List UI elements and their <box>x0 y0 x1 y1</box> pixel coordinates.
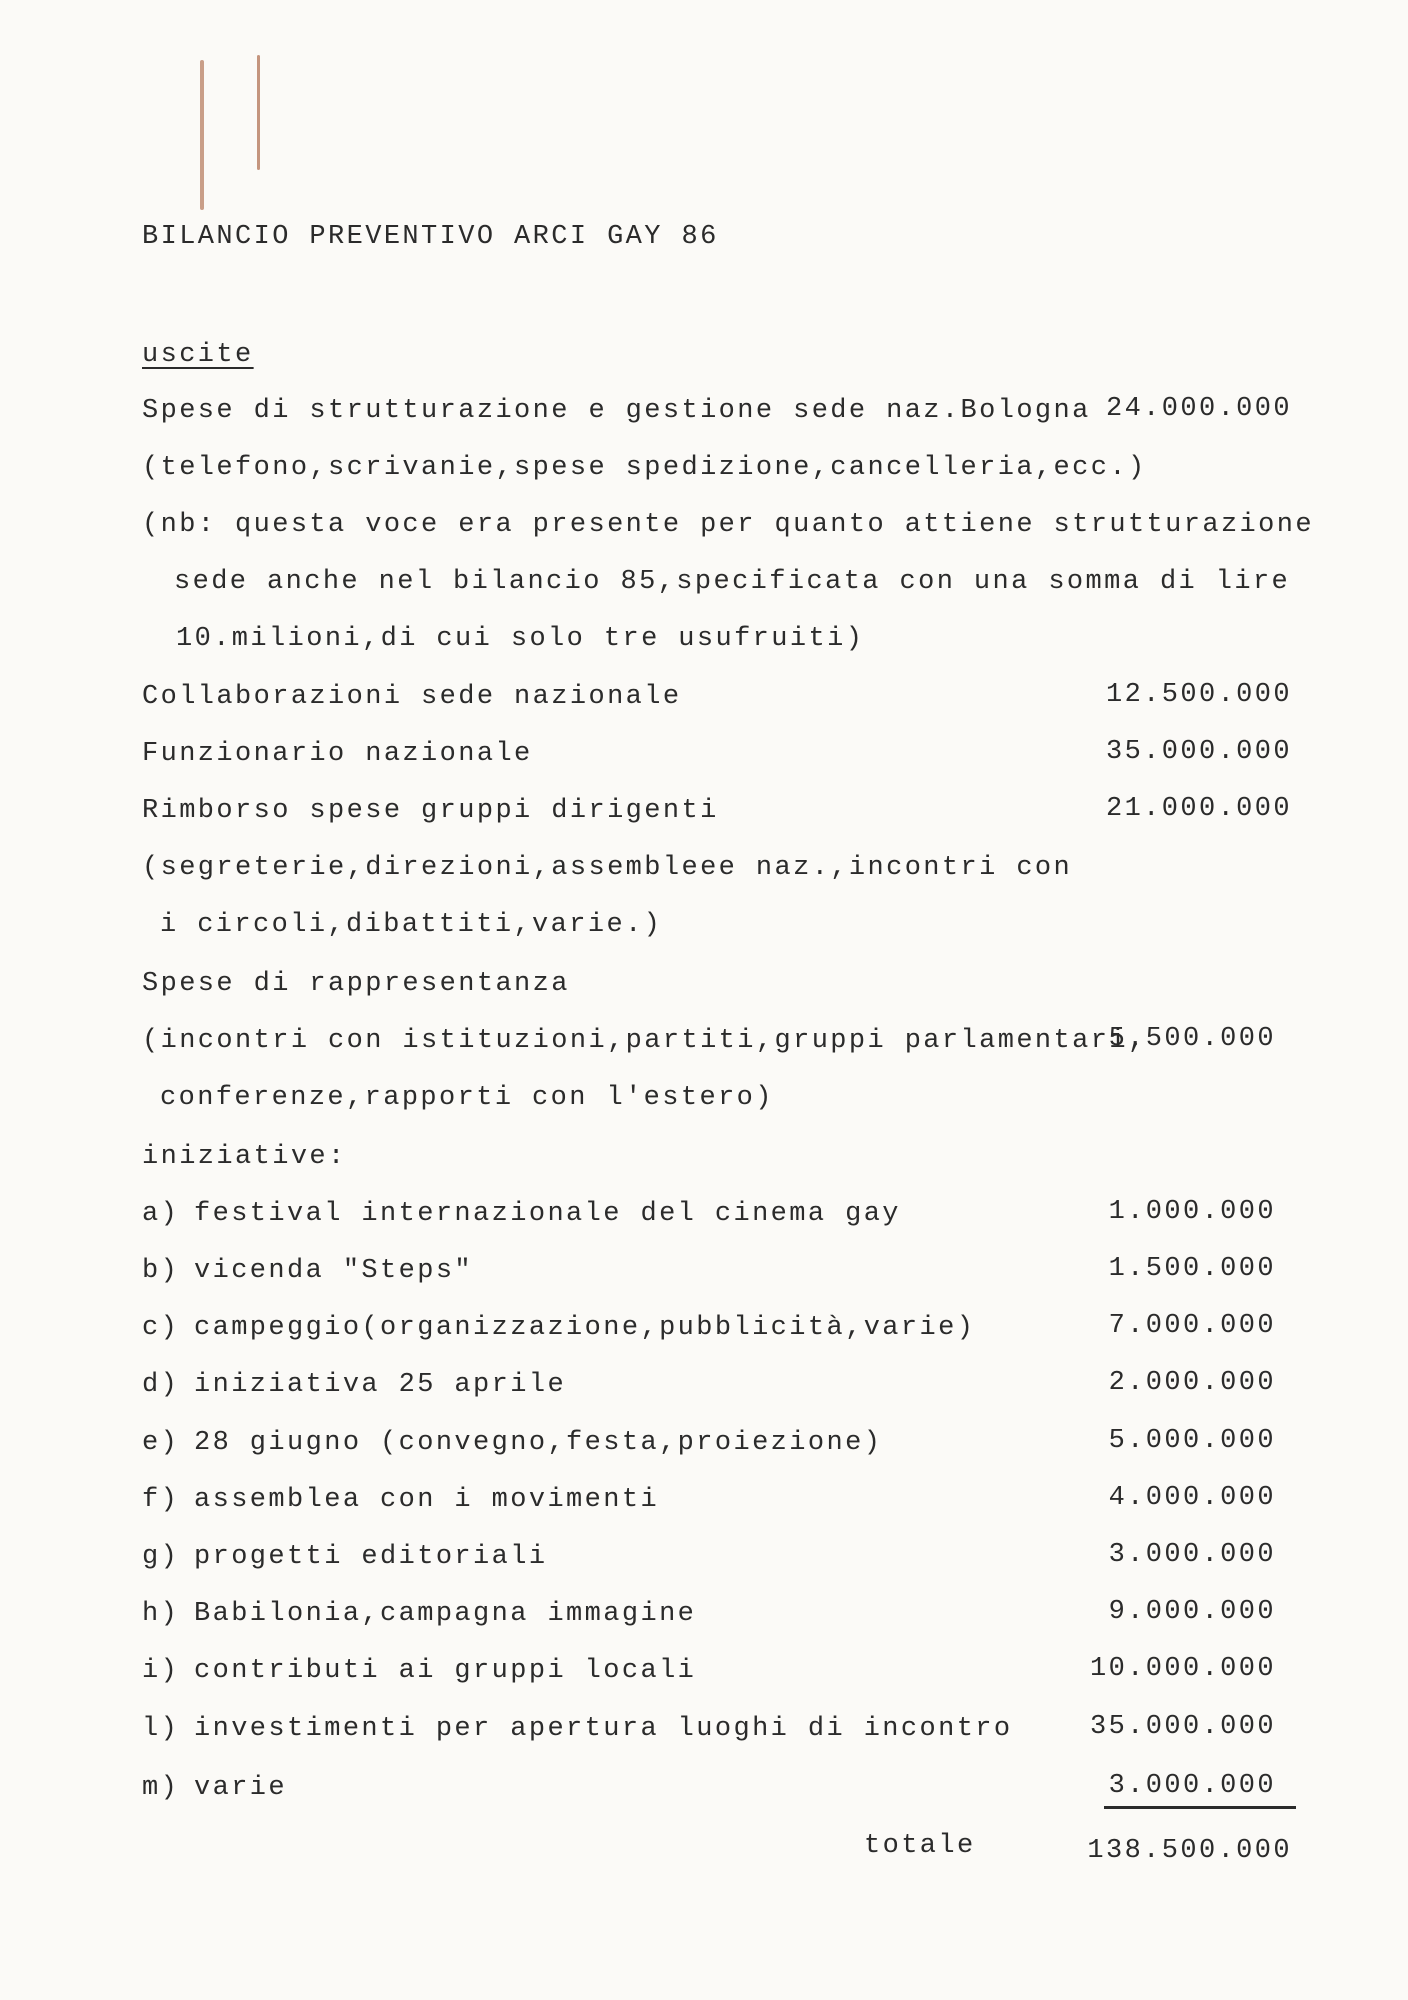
initiative-amount: 2.000.000 <box>1108 1368 1276 1398</box>
line-text: i circoli,dibattiti,varie.) <box>160 910 663 940</box>
initiative-amount: 4.000.000 <box>1108 1483 1276 1513</box>
initiative-text: progetti editoriali <box>194 1542 548 1572</box>
initiative-amount: 3.000.000 <box>1108 1771 1276 1801</box>
line-text: 10.milioni,di cui solo tre usufruiti) <box>176 624 865 654</box>
line-text: Spese di rappresentanza <box>142 969 570 999</box>
line-text: Funzionario nazionale <box>142 739 533 769</box>
initiative-label: m) <box>142 1773 180 1803</box>
line-amount: 5.500.000 <box>1108 1024 1276 1054</box>
initiative-text: vicenda "Steps" <box>194 1256 474 1286</box>
total-label: totale <box>864 1831 976 1861</box>
initiative-label: e) <box>142 1428 180 1458</box>
initiative-amount: 9.000.000 <box>1108 1597 1276 1627</box>
line-amount: 21.000.000 <box>1105 794 1292 824</box>
line-amount: 24.000.000 <box>1105 394 1292 424</box>
line-text: (nb: questa voce era presente per quanto attiene strutturazione <box>142 510 1314 540</box>
document-title: BILANCIO PREVENTIVO ARCI GAY 86 <box>142 222 719 252</box>
total-amount: 138.500.000 <box>1087 1836 1292 1866</box>
total-rule <box>1104 1806 1296 1809</box>
initiative-label: i) <box>142 1656 180 1686</box>
initiative-text: 28 giugno (convegno,festa,proiezione) <box>194 1428 883 1458</box>
initiative-label: g) <box>142 1542 180 1572</box>
line-text: (segreterie,direzioni,assembleee naz.,incontri con <box>142 853 1073 883</box>
initiative-text: contributi ai gruppi locali <box>194 1656 697 1686</box>
initiative-amount: 3.000.000 <box>1108 1540 1276 1570</box>
initiative-label: l) <box>142 1714 180 1744</box>
rust-stain <box>200 60 204 210</box>
line-text: Spese di strutturazione e gestione sede naz.Bologna <box>142 396 1091 426</box>
initiative-text: campeggio(organizzazione,pubblicità,varie) <box>194 1313 976 1343</box>
line-text: iniziative: <box>142 1142 347 1172</box>
line-text: (incontri con istituzioni,partiti,gruppi parlamentari, <box>142 1026 1147 1056</box>
line-text: Rimborso spese gruppi dirigenti <box>142 796 719 826</box>
line-text: conferenze,rapporti con l'estero) <box>160 1083 774 1113</box>
initiative-amount: 35.000.000 <box>1089 1712 1276 1742</box>
initiative-label: c) <box>142 1313 180 1343</box>
initiative-text: festival internazionale del cinema gay <box>194 1199 901 1229</box>
line-text: sede anche nel bilancio 85,specificata con una somma di lire <box>174 567 1291 597</box>
rust-stain <box>257 55 260 170</box>
initiative-amount: 1.000.000 <box>1108 1197 1276 1227</box>
initiative-text: Babilonia,campagna immagine <box>194 1599 697 1629</box>
initiative-label: a) <box>142 1199 180 1229</box>
initiative-amount: 5.000.000 <box>1108 1426 1276 1456</box>
initiative-label: f) <box>142 1485 180 1515</box>
line-text: (telefono,scrivanie,spese spedizione,cancelleria,ecc.) <box>142 453 1147 483</box>
initiative-label: d) <box>142 1370 180 1400</box>
initiative-label: h) <box>142 1599 180 1629</box>
initiative-amount: 10.000.000 <box>1089 1654 1276 1684</box>
initiative-text: varie <box>194 1773 288 1803</box>
line-amount: 12.500.000 <box>1105 680 1292 710</box>
initiative-text: iniziativa 25 aprile <box>194 1370 567 1400</box>
initiative-text: investimenti per apertura luoghi di incontro <box>194 1714 1013 1744</box>
initiative-amount: 1.500.000 <box>1108 1254 1276 1284</box>
initiative-amount: 7.000.000 <box>1108 1311 1276 1341</box>
section-heading: uscite <box>142 340 254 370</box>
line-text: Collaborazioni sede nazionale <box>142 682 682 712</box>
initiative-label: b) <box>142 1256 180 1286</box>
initiative-text: assemblea con i movimenti <box>194 1485 660 1515</box>
line-amount: 35.000.000 <box>1105 737 1292 767</box>
